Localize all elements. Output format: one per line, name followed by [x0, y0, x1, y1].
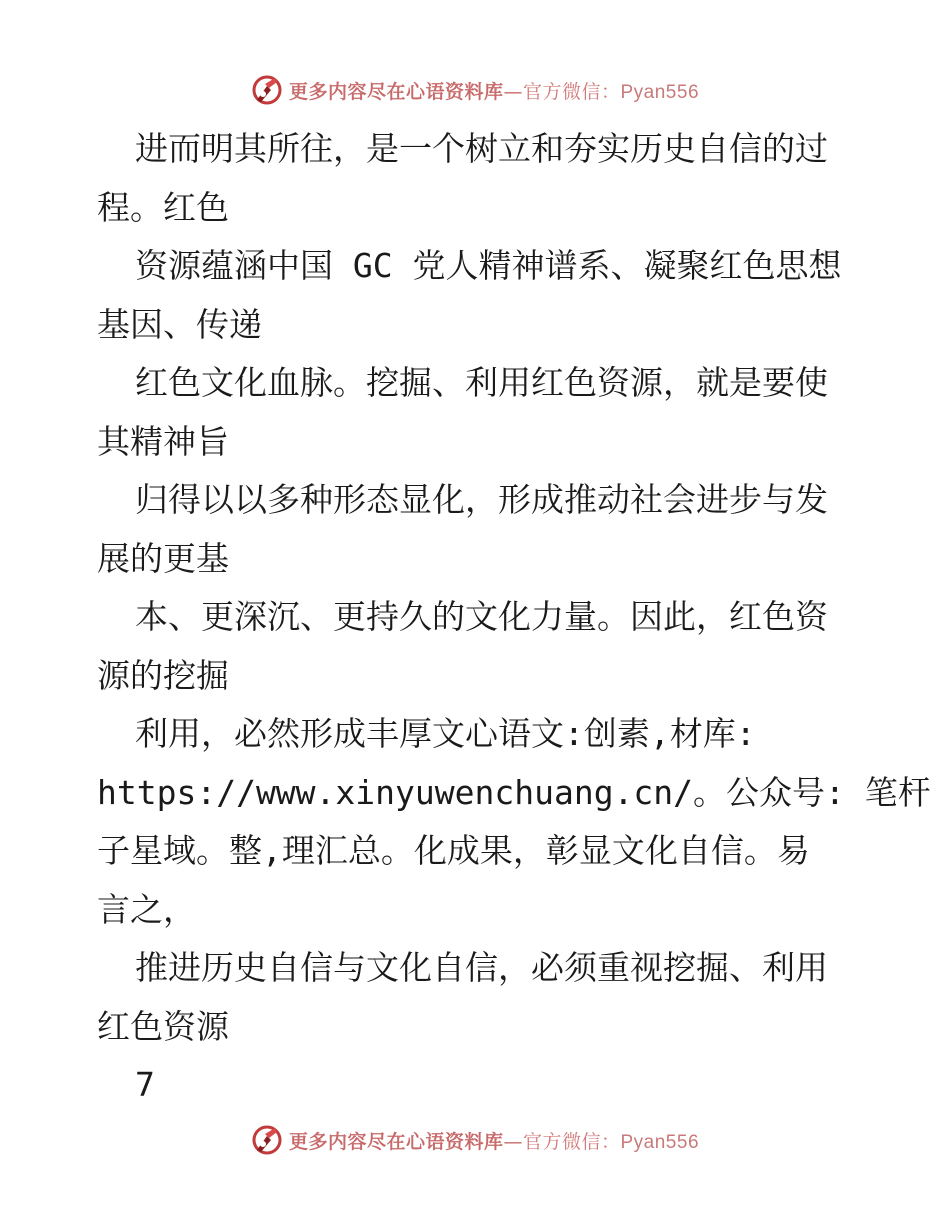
- body-line: 言之，: [97, 889, 196, 929]
- banner-wechat-label: 官方微信：: [522, 1130, 621, 1153]
- document-body: [97, 120, 931, 1115]
- page-number: 7: [135, 1065, 155, 1104]
- banner-dash: —: [503, 80, 523, 103]
- body-line: 基因、传递: [97, 304, 262, 344]
- body-line: 进而明其所往，是一个树立和夯实历史自信的过: [135, 129, 828, 168]
- body-line: 资源蕴涵中国 GC 党人精神谱系、凝聚红色思想: [135, 246, 842, 285]
- footer-watermark-inner: [251, 1124, 699, 1156]
- body-line: 程。红色: [97, 187, 229, 227]
- banner-wechat-label: 官方微信：: [522, 80, 621, 103]
- banner-wechat-id: Pyan556: [620, 81, 700, 103]
- body-line: 红色文化血脉。挖掘、利用红色资源，就是要使: [135, 363, 828, 402]
- body-line: 利用，必然形成丰厚文心语文:创素,材库:: [135, 714, 756, 753]
- library-logo-icon: [251, 74, 283, 106]
- header-watermark-inner: [251, 74, 699, 106]
- banner-site-name: 更多内容尽在心语资料库: [288, 80, 504, 103]
- body-line: 红色资源: [97, 1006, 229, 1046]
- header-watermark-text: [289, 77, 699, 104]
- body-line: 子星域。整,理汇总。化成果，彰显文化自信。易: [97, 831, 810, 870]
- library-logo-icon: [251, 1124, 283, 1156]
- body-line: 其精神旨: [97, 421, 229, 461]
- body-line: 本、更深沉、更持久的文化力量。因此，红色资: [135, 597, 828, 636]
- body-line: 归得以以多种形态显化，形成推动社会进步与发: [135, 480, 828, 519]
- body-line: 展的更基: [97, 538, 229, 578]
- header-watermark: [0, 70, 950, 110]
- footer-watermark-text: [289, 1127, 699, 1154]
- body-line: 推进历史自信与文化自信，必须重视挖掘、利用: [135, 948, 828, 987]
- banner-wechat-id: Pyan556: [620, 1131, 700, 1153]
- body-line: 源的挖掘: [97, 655, 229, 695]
- banner-site-name: 更多内容尽在心语资料库: [288, 1130, 504, 1153]
- banner-dash: —: [503, 1130, 523, 1153]
- footer-watermark: [0, 1120, 950, 1160]
- body-line: https://www.xinyuwenchuang.cn/。公众号: 笔杆: [97, 772, 931, 812]
